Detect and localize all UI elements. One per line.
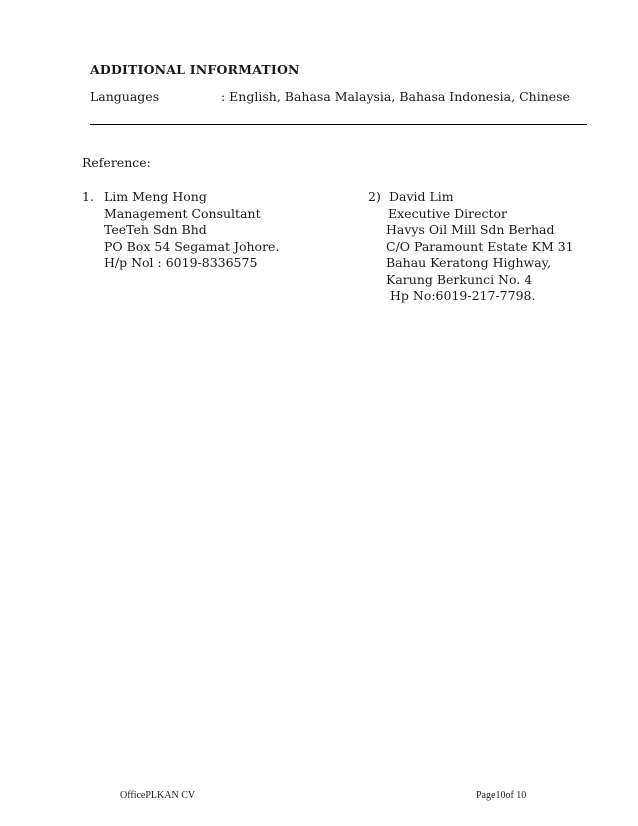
reference-2-address-line-1: C/O Paramount Estate KM 31 bbox=[386, 238, 574, 254]
reference-2-phone: Hp No:6019-217-7798. bbox=[390, 288, 536, 303]
reference-1-company: TeeTeh Sdn Bhd bbox=[104, 222, 207, 237]
reference-title: Reference: bbox=[82, 155, 151, 170]
languages-label: Languages bbox=[90, 89, 160, 104]
reference-2-details bbox=[386, 189, 574, 305]
reference-2-company: Havys Oil Mill Sdn Berhad bbox=[386, 222, 555, 237]
reference-1-phone: H/p Nol : 6019-8336575 bbox=[104, 255, 258, 270]
languages-value: : English, Bahasa Malaysia, Bahasa Indonesia, Chinese bbox=[221, 89, 570, 104]
reference-2-address-line-2: Bahau Keratong Highway, bbox=[386, 255, 552, 270]
reference-2-title: Executive Director bbox=[388, 205, 507, 221]
footer-document-name: OfficePLKAN CV bbox=[120, 790, 196, 801]
reference-2-address-line-3: Karung Berkunci No. 4 bbox=[386, 271, 533, 287]
section-heading-additional-information: ADDITIONAL INFORMATION bbox=[90, 62, 300, 77]
horizontal-divider bbox=[90, 124, 587, 125]
reference-1-title: Management Consultant bbox=[104, 205, 261, 221]
reference-2-name: David Lim bbox=[389, 189, 454, 204]
reference-1-name: Lim Meng Hong bbox=[104, 189, 207, 204]
footer-page-number: Page10of 10 bbox=[476, 790, 527, 801]
reference-1-address: PO Box 54 Segamat Johore. bbox=[104, 238, 280, 254]
reference-1-number: 1. bbox=[82, 189, 94, 204]
reference-2-number: 2) bbox=[368, 189, 381, 204]
reference-1-details bbox=[104, 189, 279, 272]
